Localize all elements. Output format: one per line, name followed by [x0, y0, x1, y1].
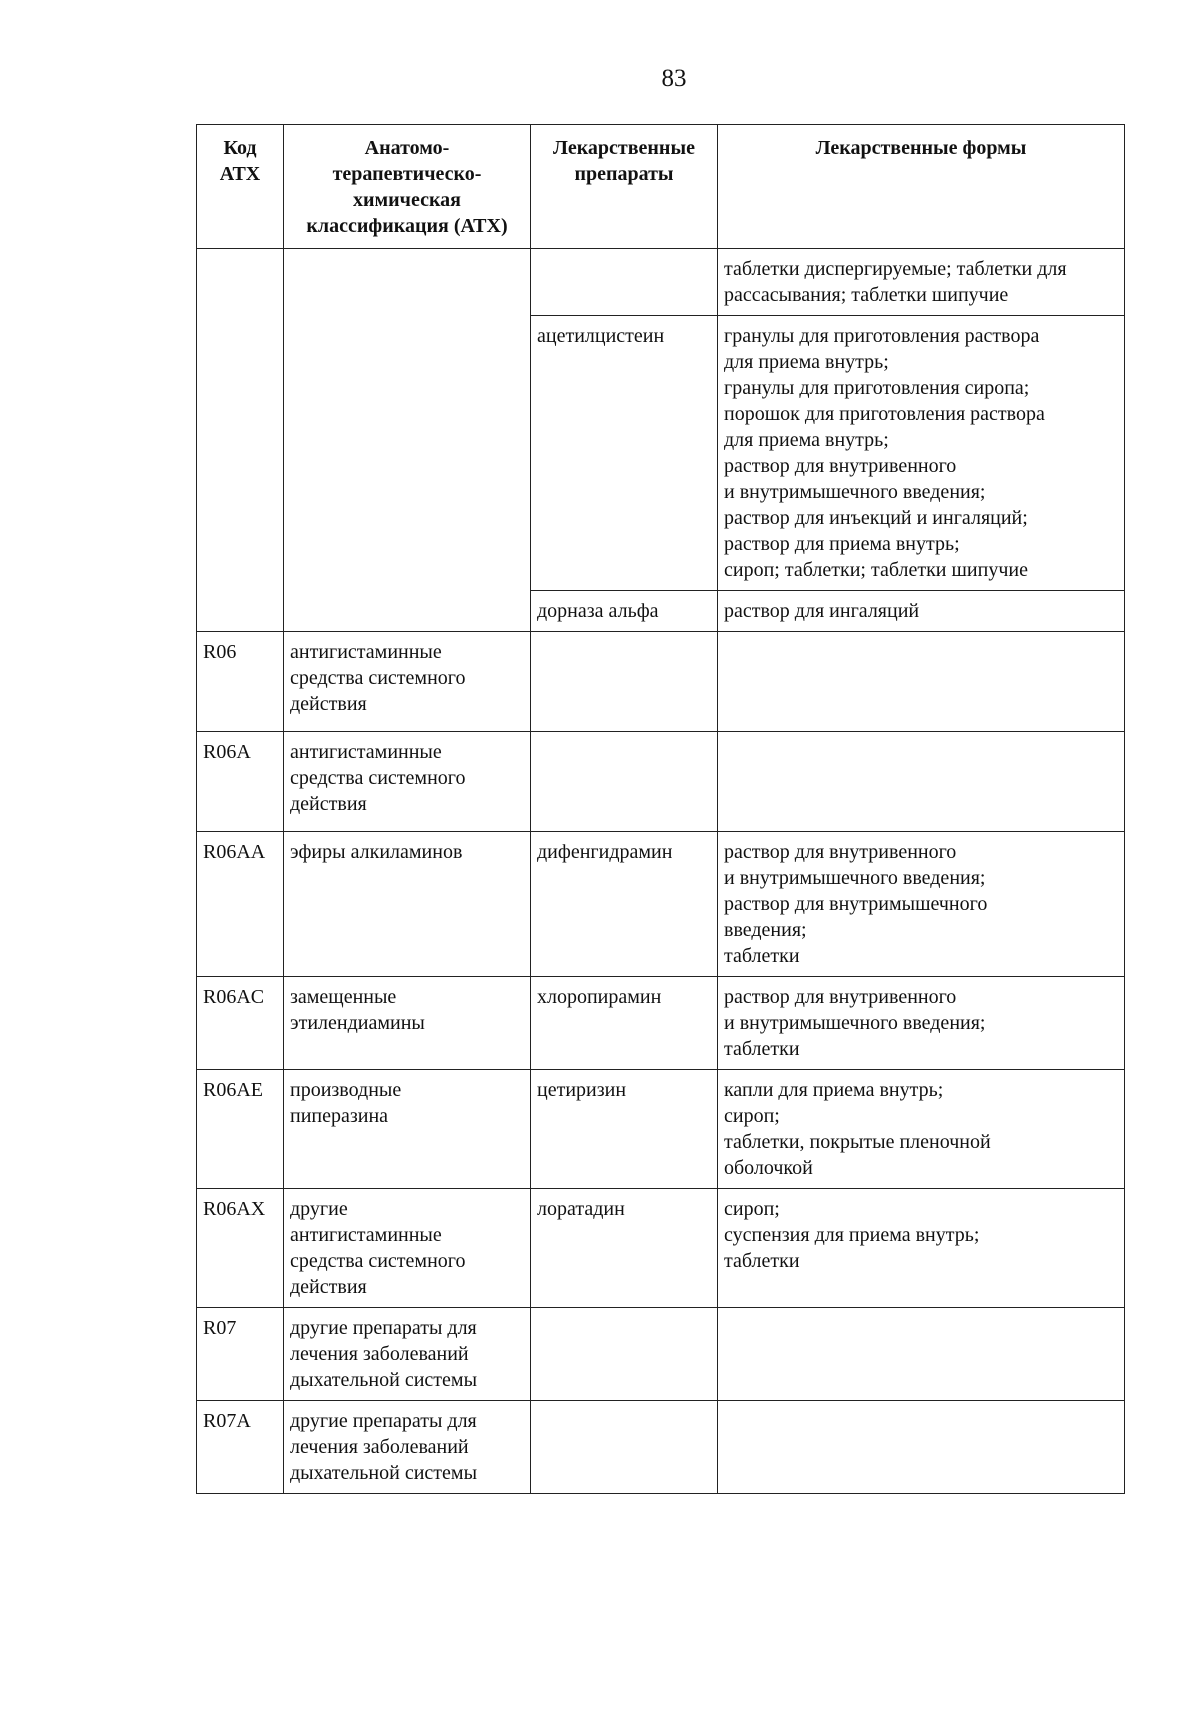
forms-cell [718, 832, 1125, 977]
classification-line: средства системного [290, 667, 466, 689]
header-drugs [531, 125, 718, 249]
code-cell: R07A [197, 1401, 284, 1494]
header-atc-code [197, 125, 284, 249]
form-line: порошок для приготовления раствора [724, 403, 1045, 425]
form-line: раствор для внутримышечного [724, 893, 988, 915]
header-line: терапевтическо- [332, 163, 482, 185]
form-line: гранулы для приготовления сиропа; [724, 377, 1030, 399]
code-cell: R06AE [197, 1070, 284, 1189]
table-row-continuation [197, 249, 1125, 316]
code-cell-continued [197, 249, 284, 632]
form-line: сироп; [724, 1105, 780, 1127]
classification-line: лечения заболеваний [290, 1343, 469, 1365]
form-line: и внутримышечного введения; [724, 481, 986, 503]
table-row [197, 832, 1125, 977]
form-line: для приема внутрь; [724, 351, 889, 373]
form-line: капли для приема внутрь; [724, 1079, 944, 1101]
form-line: раствор для внутривенного [724, 986, 957, 1008]
header-line: химическая [353, 189, 461, 211]
classification-line: лечения заболеваний [290, 1436, 469, 1458]
forms-cell [718, 1189, 1125, 1308]
forms-cell [718, 249, 1125, 316]
header-line: АТХ [219, 163, 261, 185]
forms-cell [718, 977, 1125, 1070]
drug-cell [531, 1401, 718, 1494]
classification-line: антигистаминные [290, 1224, 442, 1246]
table-header [197, 125, 1125, 249]
header-line: Лекарственные [553, 137, 695, 159]
form-line: раствор для ингаляций [724, 600, 920, 622]
classification-line: антигистаминные [290, 741, 442, 763]
form-line: раствор для внутривенного [724, 455, 957, 477]
classification-line: дыхательной системы [290, 1462, 478, 1484]
form-line: таблетки диспергируемые; таблетки для [724, 258, 1067, 280]
classification-line: пиперазина [290, 1105, 389, 1127]
drug-cell: хлоропирамин [531, 977, 718, 1070]
forms-cell [718, 632, 1125, 732]
forms-cell [718, 591, 1125, 632]
classification-line: средства системного [290, 767, 466, 789]
code-cell: R06A [197, 732, 284, 832]
classification-cell [284, 1308, 531, 1401]
classification-line: другие препараты для [290, 1317, 477, 1339]
classification-line: действия [290, 693, 367, 715]
table-body [197, 249, 1125, 1494]
page-number: 83 [661, 65, 687, 92]
form-line: таблетки [724, 945, 800, 967]
classification-line: производные [290, 1079, 402, 1101]
forms-cell [718, 1070, 1125, 1189]
classification-cell [284, 1189, 531, 1308]
table-row [197, 632, 1125, 732]
header-row [197, 125, 1125, 249]
form-line: оболочкой [724, 1157, 813, 1179]
header-line: Лекарственные формы [815, 137, 1027, 159]
form-line: для приема внутрь; [724, 429, 889, 451]
code-cell: R06AC [197, 977, 284, 1070]
classification-cell [284, 832, 531, 977]
drug-cell [531, 632, 718, 732]
form-line: сироп; таблетки; таблетки шипучие [724, 559, 1028, 581]
drug-cell: дифенгидрамин [531, 832, 718, 977]
classification-line: другие [290, 1198, 348, 1220]
classification-line: действия [290, 793, 367, 815]
drug-cell-continued [531, 249, 718, 316]
forms-cell [718, 1308, 1125, 1401]
forms-cell [718, 1401, 1125, 1494]
table-row [197, 732, 1125, 832]
classification-cell [284, 1401, 531, 1494]
classification-line: другие препараты для [290, 1410, 477, 1432]
classification-line: действия [290, 1276, 367, 1298]
classification-line: замещенные [290, 986, 397, 1008]
form-line: гранулы для приготовления раствора [724, 325, 1040, 347]
classification-line: дыхательной системы [290, 1369, 478, 1391]
classification-cell [284, 632, 531, 732]
table-row [197, 1070, 1125, 1189]
form-line: и внутримышечного введения; [724, 867, 986, 889]
forms-cell [718, 732, 1125, 832]
form-line: таблетки, покрытые пленочной [724, 1131, 991, 1153]
drug-cell [531, 1308, 718, 1401]
header-line: классификация (АТХ) [306, 215, 508, 237]
drug-cell: цетиризин [531, 1070, 718, 1189]
table-row [197, 977, 1125, 1070]
drug-cell [531, 732, 718, 832]
classification-cell-continued [284, 249, 531, 632]
classification-cell [284, 977, 531, 1070]
forms-cell [718, 316, 1125, 591]
form-line: таблетки [724, 1038, 800, 1060]
classification-cell [284, 732, 531, 832]
header-line: препараты [574, 163, 674, 185]
drug-cell: лоратадин [531, 1189, 718, 1308]
table-row [197, 1401, 1125, 1494]
form-line: и внутримышечного введения; [724, 1012, 986, 1034]
classification-cell [284, 1070, 531, 1189]
table-row [197, 1308, 1125, 1401]
classification-line: антигистаминные [290, 641, 442, 663]
header-dosage-forms [718, 125, 1125, 249]
code-cell: R06AX [197, 1189, 284, 1308]
table-row [197, 1189, 1125, 1308]
atc-drug-table [196, 124, 1125, 1494]
drug-cell: дорназа альфа [531, 591, 718, 632]
form-line: таблетки [724, 1250, 800, 1272]
classification-line: эфиры алкиламинов [290, 841, 463, 863]
code-cell: R06AA [197, 832, 284, 977]
header-atc-classification [284, 125, 531, 249]
header-line: Анатомо- [364, 137, 450, 159]
code-cell: R07 [197, 1308, 284, 1401]
form-line: суспензия для приема внутрь; [724, 1224, 980, 1246]
drug-cell: ацетилцистеин [531, 316, 718, 591]
header-line: Код [223, 137, 257, 159]
classification-line: этилендиамины [290, 1012, 425, 1034]
code-cell: R06 [197, 632, 284, 732]
form-line: раствор для приема внутрь; [724, 533, 960, 555]
classification-line: средства системного [290, 1250, 466, 1272]
form-line: раствор для инъекций и ингаляций; [724, 507, 1028, 529]
form-line: раствор для внутривенного [724, 841, 957, 863]
form-line: сироп; [724, 1198, 780, 1220]
form-line: рассасывания; таблетки шипучие [724, 284, 1009, 306]
form-line: введения; [724, 919, 807, 941]
